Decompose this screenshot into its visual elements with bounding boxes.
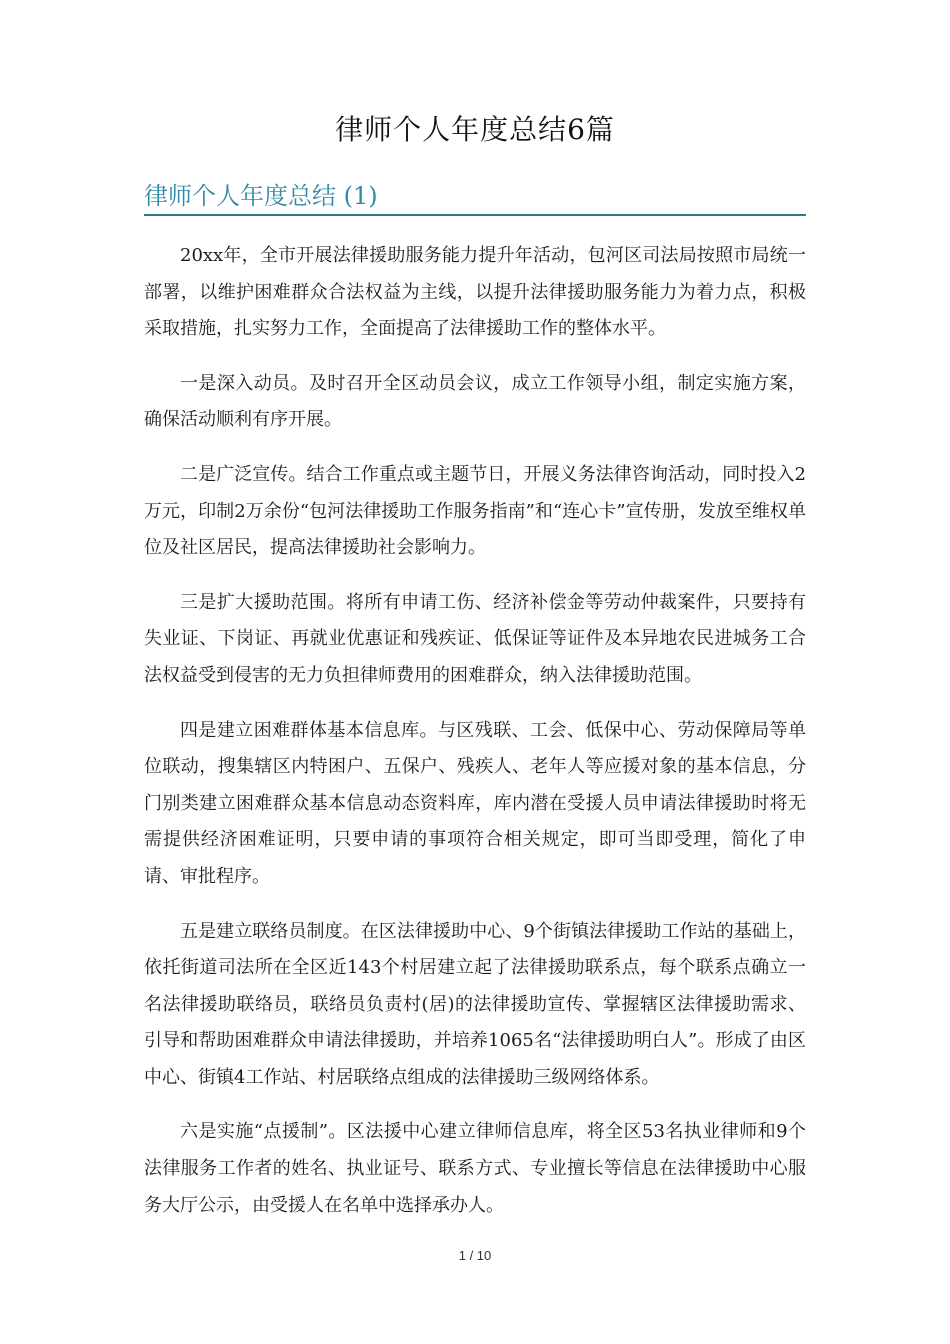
document-title: 律师个人年度总结6篇	[335, 113, 615, 146]
paragraph-point-assist: 六是实施“点援制”。区法援中心建立律师信息库，将全区53名执业律师和9个法律服务工作者的姓名、执业证号、联系方式、专业擅长等信息在法律援助中心服务大厅公示，由受援人在名单中选择承办人。	[144, 1121, 806, 1216]
paragraph-mobilization: 一是深入动员。及时召开全区动员会议，成立工作领导小组，制定实施方案，确保活动顺利有序开展。	[144, 372, 806, 431]
document-body	[144, 238, 806, 1242]
paragraph-intro: 20xx年，全市开展法律援助服务能力提升年活动，包河区司法局按照市局统一部署，以维护困难群众合法权益为主线，以提升法律援助服务能力为着力点，积极采取措施，扎实努力工作，全面提高了法律援助工作的整体水平。	[144, 245, 806, 340]
paragraph-liaison: 五是建立联络员制度。在区法律援助中心、9个街镇法律援助工作站的基础上，依托街道司法所在全区近143个村居建立起了法律援助联系点，每个联系点确立一名法律援助联络员，联络员负责村(居)的法律援助宣传、掌握辖区法律援助需求、引导和帮助困难群众申请法律援助，并培养1065名“法律援助明白人”。形成了由区中心、街镇4工作站、村居联络点组成的法律援助三级网络体系。	[144, 920, 806, 1088]
page-number: 1 / 10	[458, 1248, 492, 1263]
section-heading: 律师个人年度总结 (1)	[144, 180, 806, 216]
paragraph-database: 四是建立困难群体基本信息库。与区残联、工会、低保中心、劳动保障局等单位联动，搜集辖区内特困户、五保户、残疾人、老年人等应援对象的基本信息，分门别类建立困难群众基本信息动态资料库，库内潜在受援人员申请法律援助时将无需提供经济困难证明，只要申请的事项符合相关规定，即可当即受理，简化了申请、审批程序。	[144, 719, 806, 887]
paragraph-scope: 三是扩大援助范围。将所有申请工伤、经济补偿金等劳动仲裁案件，只要持有失业证、下岗证、再就业优惠证和残疾证、低保证等证件及本异地农民进城务工合法权益受到侵害的无力负担律师费用的困难群众，纳入法律援助范围。	[144, 591, 806, 686]
paragraph-publicity: 二是广泛宣传。结合工作重点或主题节日，开展义务法律咨询活动，同时投入2万元，印制2万余份“包河法律援助工作服务指南”和“连心卡”宣传册，发放至维权单位及社区居民，提高法律援助社会影响力。	[144, 463, 806, 559]
